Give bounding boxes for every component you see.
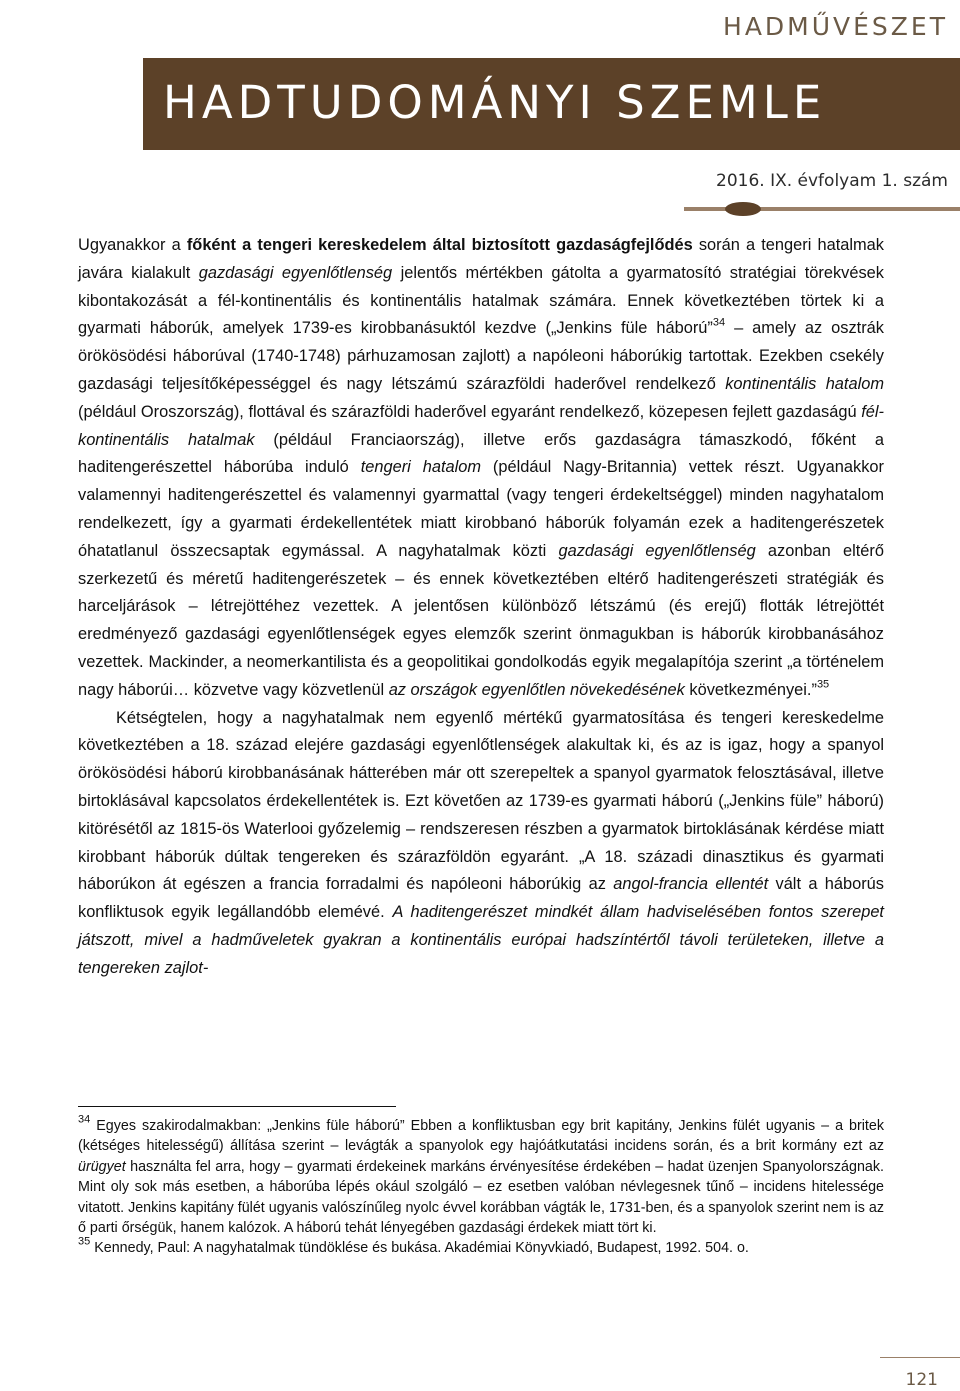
footnote-35: $^{35}$ Kennedy, Paul: A nagyhatalmak tündöklése és bukása. Akadémiai Könyvkiadó, Budapest, 1992. 504. o.: [78, 1235, 749, 1257]
italic-phrase: fél-kontinentális hatalmak: [78, 402, 884, 449]
footnote-ref-35[interactable]: 35: [816, 678, 830, 691]
italic-phrase: gazdasági egyenlőtlenség: [198, 263, 393, 282]
footnote-ref-34[interactable]: 34: [712, 316, 726, 329]
paragraph-2: Kétségtelen, hogy a nagyhatalmak nem egyenlő mértékű gyarmatosítása és tengeri kereskedelme következtében a 18. század elejére gazdasági egyenlőtlenségek alakultak ki, és az is igaz, hogy a spanyol örökösödési háború kirobbanásának hátterében már ott szerepeltek a spanyol gyarmatok felosztásával, illetve birtoklásával kapcsolatos érdekellentétek is. Ezt követően az 1739-es gyarmati háború („Jenkins füle” háború) kitörésétől az 1815-ös Waterlooi győzelemig – rendszeresen részben a gyarmatok birtoklásának kérdése miatt kirobbant háborúk dúltak tengereken és szárazföldön egyaránt. „A 18. századi dinasztikus és gyarmati háborúkon át egészen a francia forradalmi és napóleoni háborúkig az angol-francia ellentét vált a háborús konfliktusok egyik legállandóbb elemévé. A haditengerészet mindkét állam hadviselésében fontos szerepet játszott, mivel a hadműveletek gyakran a kontinentális európai hadszíntértől távoli területeken, illetve a tengereken zajlot-: [78, 708, 884, 977]
page-number: 121: [905, 1370, 938, 1390]
journal-title: HADTUDOMÁNYI SZEMLE: [163, 76, 827, 129]
footnote-marker-35: 35: [78, 1235, 91, 1248]
header-ornament: [725, 202, 761, 216]
title-bar: [143, 58, 960, 150]
section-label: HADMŰVÉSZET: [723, 12, 948, 41]
page-rule: [880, 1357, 960, 1358]
footnote-rule: [78, 1106, 396, 1107]
italic-phrase: tengeri hatalom: [360, 458, 482, 477]
footnote-34: $^{34}$ Egyes szakirodalmakban: „Jenkins füle háború” Ebben a konfliktusban egy brit kapitány, Jenkins fülét ugyanis – a britek (kétséges hitelességű) állítása szerint – levágták a spanyolok egy hajóátkutatási incidens során, és a brit kormány ezt az ürügyet használta fel arra, hogy – gyarmati érdekeinek markáns érvényesítése érdekében – hadat üzenjen Spanyolországnak. Mint oly sok más esetben, a háborúba lépés okául szolgáló – ez esetben valóban névlegesnek tűnő – incidens hitelessége vitatott. Jenkins kapitány fülét ugyanis valószínűleg nyolc évvel korábban vágták le, 1731-ben, és a spanyolok szerint nem is az ő parti őrségük, hanem kalózok. A háború tehát lényegében gazdasági érdekek miatt tört ki.: [78, 1113, 884, 1237]
issue-info: 2016. IX. évfolyam 1. szám: [716, 171, 948, 191]
paragraph-1: Ugyanakkor a főként a tengeri kereskedelem által biztosított gazdaságfejlődés során a tengeri hatalmak javára kialakult gazdasági egyenlőtlenség jelentős mértékben gátolta a gyarmatosító stratégiai törekvések kibontakozását a fél-kontinentális és kontinentális hatalmak számára. Ennek következtében törtek ki a gyarmati háborúk, amelyek 1739-es kirobbanásuktól kezdve („Jenkins füle háború”$^{34}$ – amely az osztrák örökösödési háborúval (1740-1748) párhuzamosan zajlott) a napóleoni háborúkig tartottak. Ezekben csekély gazdasági teljesítőképességgel és nagy létszámú szárazföldi haderővel rendelkező kontinentális hatalom (például Oroszország), flottával és szárazföldi haderővel egyaránt rendelkező, közepesen fejlett gazdaságú fél-kontinentális hatalmak (például Franciaország), illetve erős gazdaságra támaszkodó, főként a haditengerészettel háborúba induló tengeri hatalom (például Nagy-Britannia) vettek részt. Ugyanakkor valamennyi haditengerészettel és valamennyi gyarmattal (vagy tengeri érdekeltséggel) minden nagyhatalom rendelkezett, így a gyarmati érdekellentétek miatt kirobbanó háborúk folyamán ezek a haditengerészetek óhatatlanul összecsaptak egymással. A nagyhatalmak közti gazdasági egyenlőtlenség azonban eltérő szerkezetű és méretű haditengerészetek – és ennek következtében eltérő haditengerészeti stratégiák és harceljárások – létrejöttéhez vezettek. A jelentősen különböző létszámú (és erejű) flották létrejöttét eredményező gazdasági egyenlőtlenségek egyes elemzők szerint önmagukban is háborúk kirobbanásához vezettek. Mackinder, a neomerkantilista és a geopolitikai gondolkodás egyik megalapítója szerint „a történelem nagy háborúi… közvetve vagy közvetlenül az országok egyenlőtlen növekedésének következményei.”$^{35}$: [78, 236, 885, 699]
footnote-marker-34: 34: [78, 1113, 91, 1126]
italic-phrase: angol-francia ellentét: [613, 875, 769, 894]
bold-phrase: főként a tengeri kereskedelem által biztosított gazdaságfejlődés: [186, 236, 693, 254]
footnotes: [78, 1113, 884, 1259]
italic-phrase: A haditengerészet mindkét állam hadviselésében fontos szerepet játszott, mivel a hadműveletek gyakran a kontinentális európai hadszíntértől távoli területeken, illetve a tengereken zajlot-: [78, 903, 884, 977]
italic-phrase: ürügyet: [78, 1158, 126, 1175]
body-text: [78, 232, 884, 983]
italic-phrase: gazdasági egyenlőtlenség: [558, 541, 756, 560]
italic-phrase: az országok egyenlőtlen növekedésének: [388, 680, 685, 699]
italic-phrase: kontinentális hatalom: [725, 374, 885, 393]
